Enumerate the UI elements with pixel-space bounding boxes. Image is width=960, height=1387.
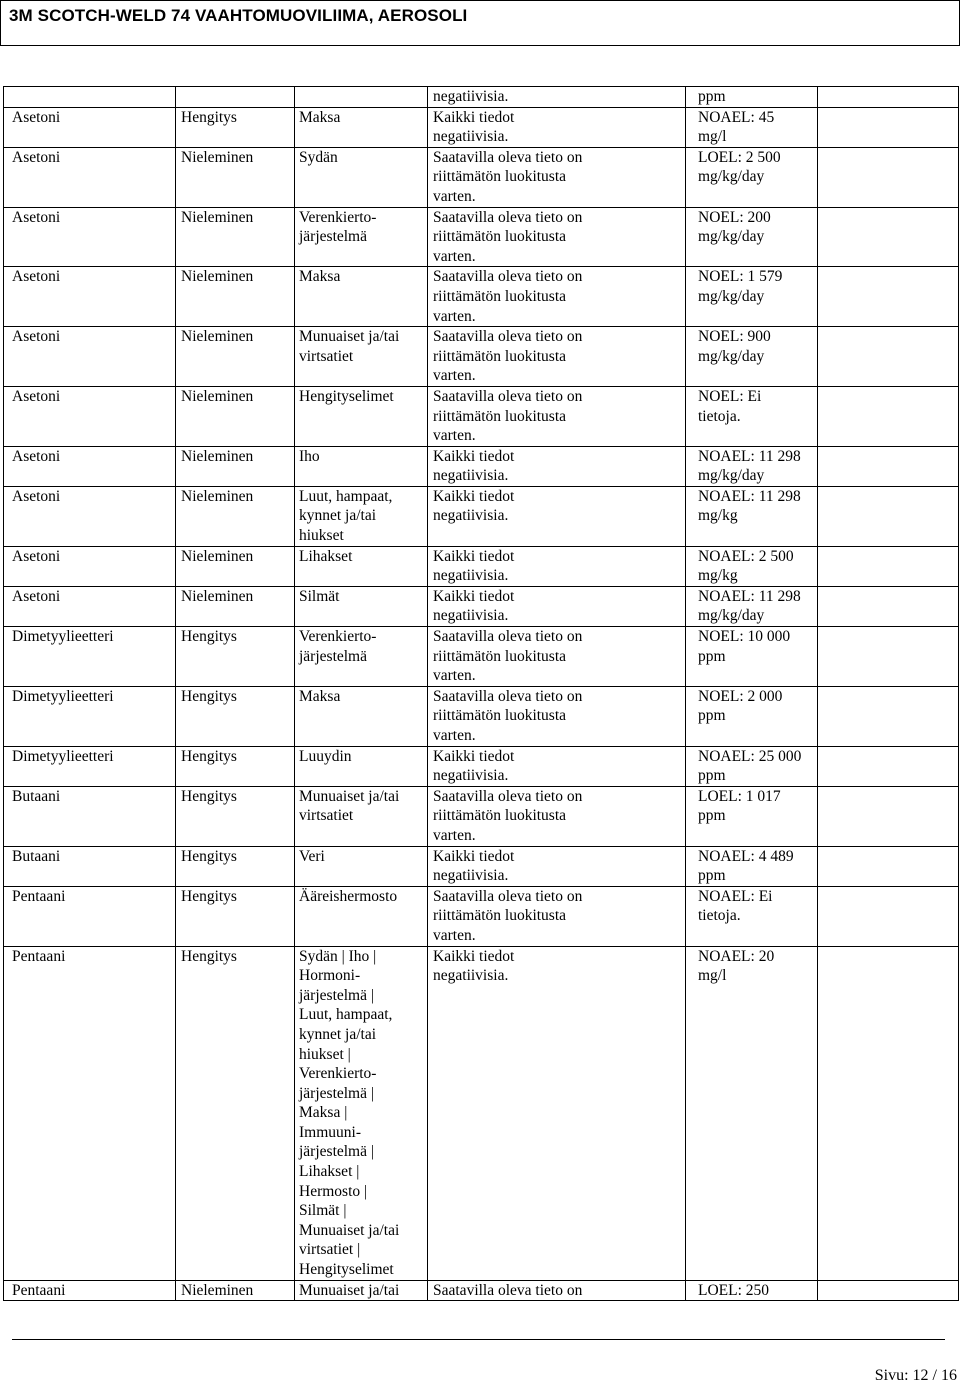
value-cell: NOAEL: 4 489 ppm [686, 846, 818, 886]
empty-cell [818, 946, 959, 1280]
empty-cell [818, 207, 959, 267]
substance-cell: Dimetyylieetteri [4, 746, 176, 786]
table-row [4, 946, 959, 1280]
organ-cell: Verenkierto- järjestelmä [295, 207, 428, 267]
table-row [4, 327, 959, 387]
organ-cell: Veri [295, 846, 428, 886]
organ-cell: Munuaiset ja/tai [295, 1280, 428, 1301]
table-row [4, 267, 959, 327]
result-cell: Saatavilla oleva tieto on riittämätön luokitusta varten. [428, 627, 686, 687]
substance-cell: Pentaani [4, 1280, 176, 1301]
table-row [4, 786, 959, 846]
route-cell: Hengitys [176, 746, 295, 786]
route-cell: Hengitys [176, 686, 295, 746]
table-row [4, 586, 959, 626]
route-cell: Nieleminen [176, 267, 295, 327]
route-cell: Nieleminen [176, 546, 295, 586]
document-title: 3M SCOTCH-WELD 74 VAAHTOMUOVILIIMA, AEROSOLI [9, 6, 468, 25]
route-cell: Nieleminen [176, 586, 295, 626]
route-cell: Nieleminen [176, 386, 295, 446]
value-cell: NOAEL: Ei tietoja. [686, 886, 818, 946]
organ-cell: Sydän | Iho | Hormoni- järjestelmä | Luut, hampaat, kynnet ja/tai hiukset | Verenkierto- järjestelmä | Maksa | Immuuni- järjestelmä | Lihakset | Hermosto | Silmät | Munuaiset ja/tai virtsatiet | Hengityselimet [295, 946, 428, 1280]
value-cell: NOAEL: 2 500 mg/kg [686, 546, 818, 586]
substance-cell: Dimetyylieetteri [4, 627, 176, 687]
substance-cell [4, 87, 176, 108]
substance-cell: Asetoni [4, 446, 176, 486]
organ-cell: Hengityselimet [295, 386, 428, 446]
empty-cell [818, 107, 959, 147]
result-cell: Saatavilla oleva tieto on riittämätön luokitusta varten. [428, 786, 686, 846]
value-cell: NOAEL: 11 298 mg/kg [686, 486, 818, 546]
result-cell: Saatavilla oleva tieto on riittämätön luokitusta varten. [428, 267, 686, 327]
value-cell: NOAEL: 25 000 ppm [686, 746, 818, 786]
empty-cell [818, 846, 959, 886]
route-cell: Nieleminen [176, 1280, 295, 1301]
empty-cell [818, 746, 959, 786]
organ-cell: Munuaiset ja/tai virtsatiet [295, 786, 428, 846]
result-cell: Kaikki tiedot negatiivisia. [428, 746, 686, 786]
table-row [4, 107, 959, 147]
table-row [4, 1280, 959, 1301]
empty-cell [818, 147, 959, 207]
result-cell: Saatavilla oleva tieto on riittämätön luokitusta varten. [428, 686, 686, 746]
substance-cell: Asetoni [4, 386, 176, 446]
route-cell: Nieleminen [176, 207, 295, 267]
organ-cell: Maksa [295, 267, 428, 327]
result-cell: Saatavilla oleva tieto on riittämätön luokitusta varten. [428, 886, 686, 946]
result-cell: Kaikki tiedot negatiivisia. [428, 107, 686, 147]
value-cell: NOAEL: 45 mg/l [686, 107, 818, 147]
substance-cell: Asetoni [4, 327, 176, 387]
empty-cell [818, 586, 959, 626]
organ-cell: Silmät [295, 586, 428, 626]
toxicity-table-body [4, 87, 959, 1301]
substance-cell: Butaani [4, 786, 176, 846]
table-row [4, 686, 959, 746]
value-cell: NOEL: 1 579 mg/kg/day [686, 267, 818, 327]
substance-cell: Pentaani [4, 946, 176, 1280]
empty-cell [818, 1280, 959, 1301]
substance-cell: Asetoni [4, 147, 176, 207]
route-cell: Nieleminen [176, 327, 295, 387]
table-row [4, 87, 959, 108]
result-cell: Kaikki tiedot negatiivisia. [428, 446, 686, 486]
value-cell: NOEL: 10 000 ppm [686, 627, 818, 687]
organ-cell: Lihakset [295, 546, 428, 586]
substance-cell: Asetoni [4, 107, 176, 147]
route-cell: Hengitys [176, 946, 295, 1280]
value-cell: NOEL: 900 mg/kg/day [686, 327, 818, 387]
organ-cell: Maksa [295, 107, 428, 147]
value-cell: NOAEL: 20 mg/l [686, 946, 818, 1280]
organ-cell [295, 87, 428, 108]
empty-cell [818, 886, 959, 946]
table-row [4, 746, 959, 786]
organ-cell: Verenkierto- järjestelmä [295, 627, 428, 687]
empty-cell [818, 267, 959, 327]
empty-cell [818, 446, 959, 486]
route-cell: Hengitys [176, 846, 295, 886]
value-cell: LOEL: 1 017 ppm [686, 786, 818, 846]
substance-cell: Asetoni [4, 207, 176, 267]
result-cell: Saatavilla oleva tieto on riittämätön luokitusta varten. [428, 327, 686, 387]
empty-cell [818, 327, 959, 387]
route-cell: Hengitys [176, 627, 295, 687]
result-cell: Kaikki tiedot negatiivisia. [428, 586, 686, 626]
empty-cell [818, 87, 959, 108]
value-cell: NOEL: 2 000 ppm [686, 686, 818, 746]
value-cell: LOEL: 250 [686, 1280, 818, 1301]
table-row [4, 546, 959, 586]
organ-cell: Luut, hampaat, kynnet ja/tai hiukset [295, 486, 428, 546]
result-cell: Saatavilla oleva tieto on riittämätön luokitusta varten. [428, 207, 686, 267]
table-row [4, 486, 959, 546]
empty-cell [818, 786, 959, 846]
footer-divider [12, 1339, 945, 1340]
substance-cell: Dimetyylieetteri [4, 686, 176, 746]
result-cell: Saatavilla oleva tieto on [428, 1280, 686, 1301]
page-number: Sivu: 12 / 16 [874, 1367, 957, 1384]
organ-cell: Sydän [295, 147, 428, 207]
value-cell: NOAEL: 11 298 mg/kg/day [686, 586, 818, 626]
empty-cell [818, 686, 959, 746]
substance-cell: Asetoni [4, 486, 176, 546]
substance-cell: Pentaani [4, 886, 176, 946]
result-cell: negatiivisia. [428, 87, 686, 108]
route-cell [176, 87, 295, 108]
substance-cell: Asetoni [4, 267, 176, 327]
empty-cell [818, 546, 959, 586]
table-row [4, 207, 959, 267]
organ-cell: Munuaiset ja/tai virtsatiet [295, 327, 428, 387]
value-cell: LOEL: 2 500 mg/kg/day [686, 147, 818, 207]
table-row [4, 886, 959, 946]
route-cell: Hengitys [176, 107, 295, 147]
document-header [0, 0, 960, 46]
table-row [4, 386, 959, 446]
value-cell: NOEL: 200 mg/kg/day [686, 207, 818, 267]
value-cell: NOEL: Ei tietoja. [686, 386, 818, 446]
empty-cell [818, 386, 959, 446]
route-cell: Hengitys [176, 886, 295, 946]
route-cell: Nieleminen [176, 486, 295, 546]
organ-cell: Ääreishermosto [295, 886, 428, 946]
substance-cell: Butaani [4, 846, 176, 886]
result-cell: Kaikki tiedot negatiivisia. [428, 846, 686, 886]
toxicity-table [3, 86, 959, 1301]
table-row [4, 147, 959, 207]
result-cell: Kaikki tiedot negatiivisia. [428, 486, 686, 546]
substance-cell: Asetoni [4, 586, 176, 626]
route-cell: Nieleminen [176, 147, 295, 207]
route-cell: Hengitys [176, 786, 295, 846]
organ-cell: Iho [295, 446, 428, 486]
empty-cell [818, 486, 959, 546]
organ-cell: Maksa [295, 686, 428, 746]
table-row [4, 846, 959, 886]
empty-cell [818, 627, 959, 687]
value-cell: NOAEL: 11 298 mg/kg/day [686, 446, 818, 486]
table-row [4, 446, 959, 486]
route-cell: Nieleminen [176, 446, 295, 486]
value-cell: ppm [686, 87, 818, 108]
substance-cell: Asetoni [4, 546, 176, 586]
result-cell: Saatavilla oleva tieto on riittämätön luokitusta varten. [428, 147, 686, 207]
result-cell: Kaikki tiedot negatiivisia. [428, 946, 686, 1280]
organ-cell: Luuydin [295, 746, 428, 786]
table-row [4, 627, 959, 687]
result-cell: Kaikki tiedot negatiivisia. [428, 546, 686, 586]
result-cell: Saatavilla oleva tieto on riittämätön luokitusta varten. [428, 386, 686, 446]
